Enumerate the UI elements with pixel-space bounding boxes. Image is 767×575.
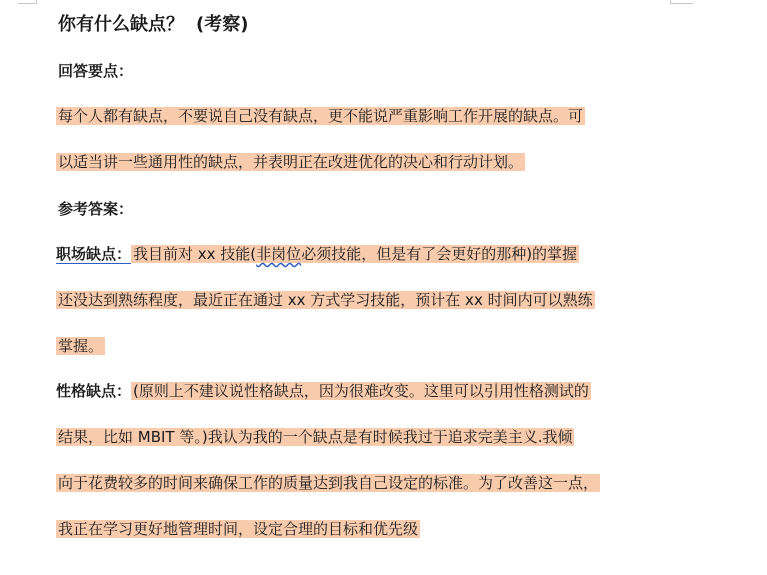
highlight-text: 以适当讲一些通用性的缺点，并表明正在改进优化的决心和行动计划。 <box>58 153 524 171</box>
workplace-line-3 <box>56 332 105 360</box>
highlight-text: 还没达到熟练程度，最近正在通过 xx 方式学习技能，预计在 xx 时间内可以熟练 <box>58 291 593 309</box>
highlight-text: 我正在学习更好地管理时间，设定合理的目标和优先级 <box>58 520 419 538</box>
crop-mark-left <box>18 0 37 4</box>
highlight-text: 掌握。 <box>58 337 104 355</box>
page-title <box>58 10 248 40</box>
personality-line-4 <box>56 515 420 543</box>
highlight-text: 结果，比如 MBIT 等。)我认为我的一个缺点是有时候我过于追求完美主义.我倾 <box>58 428 573 446</box>
highlight-text <box>131 245 579 263</box>
workplace-line-1 <box>56 240 579 268</box>
personality-label: 性格缺点： <box>56 382 132 400</box>
workplace-text-b: 必须技能，但是有了会更好的那种)的掌握 <box>301 245 578 263</box>
workplace-label: 职场缺点： <box>56 245 132 263</box>
personality-line-3 <box>56 469 600 497</box>
answer-points-line-2 <box>56 148 525 176</box>
crop-mark-right <box>670 0 693 4</box>
highlight-text: (原则上不建议说性格缺点，因为很难改变。这里可以引用性格测试的 <box>133 382 589 400</box>
answer-points-line-1 <box>56 102 585 130</box>
answer-points-heading: 回答要点： <box>58 62 134 80</box>
workplace-line-2 <box>56 286 595 314</box>
highlight-text: 向于花费较多的时间来确保工作的质量达到我自己设定的标准。为了改善这一点， <box>58 474 599 492</box>
title-question: 你有什么缺点？ <box>58 14 184 35</box>
workplace-underlined-text: 非岗位 <box>256 245 302 263</box>
personality-line-1 <box>56 377 591 405</box>
title-tag: (考察) <box>196 14 249 35</box>
highlight-text: 每个人都有缺点，不要说自己没有缺点，更不能说严重影响工作开展的缺点。可 <box>58 107 584 125</box>
workplace-text-a: 我目前对 xx 技能( <box>133 245 257 263</box>
personality-line-2 <box>56 423 574 451</box>
reference-answer-heading: 参考答案： <box>58 200 134 218</box>
